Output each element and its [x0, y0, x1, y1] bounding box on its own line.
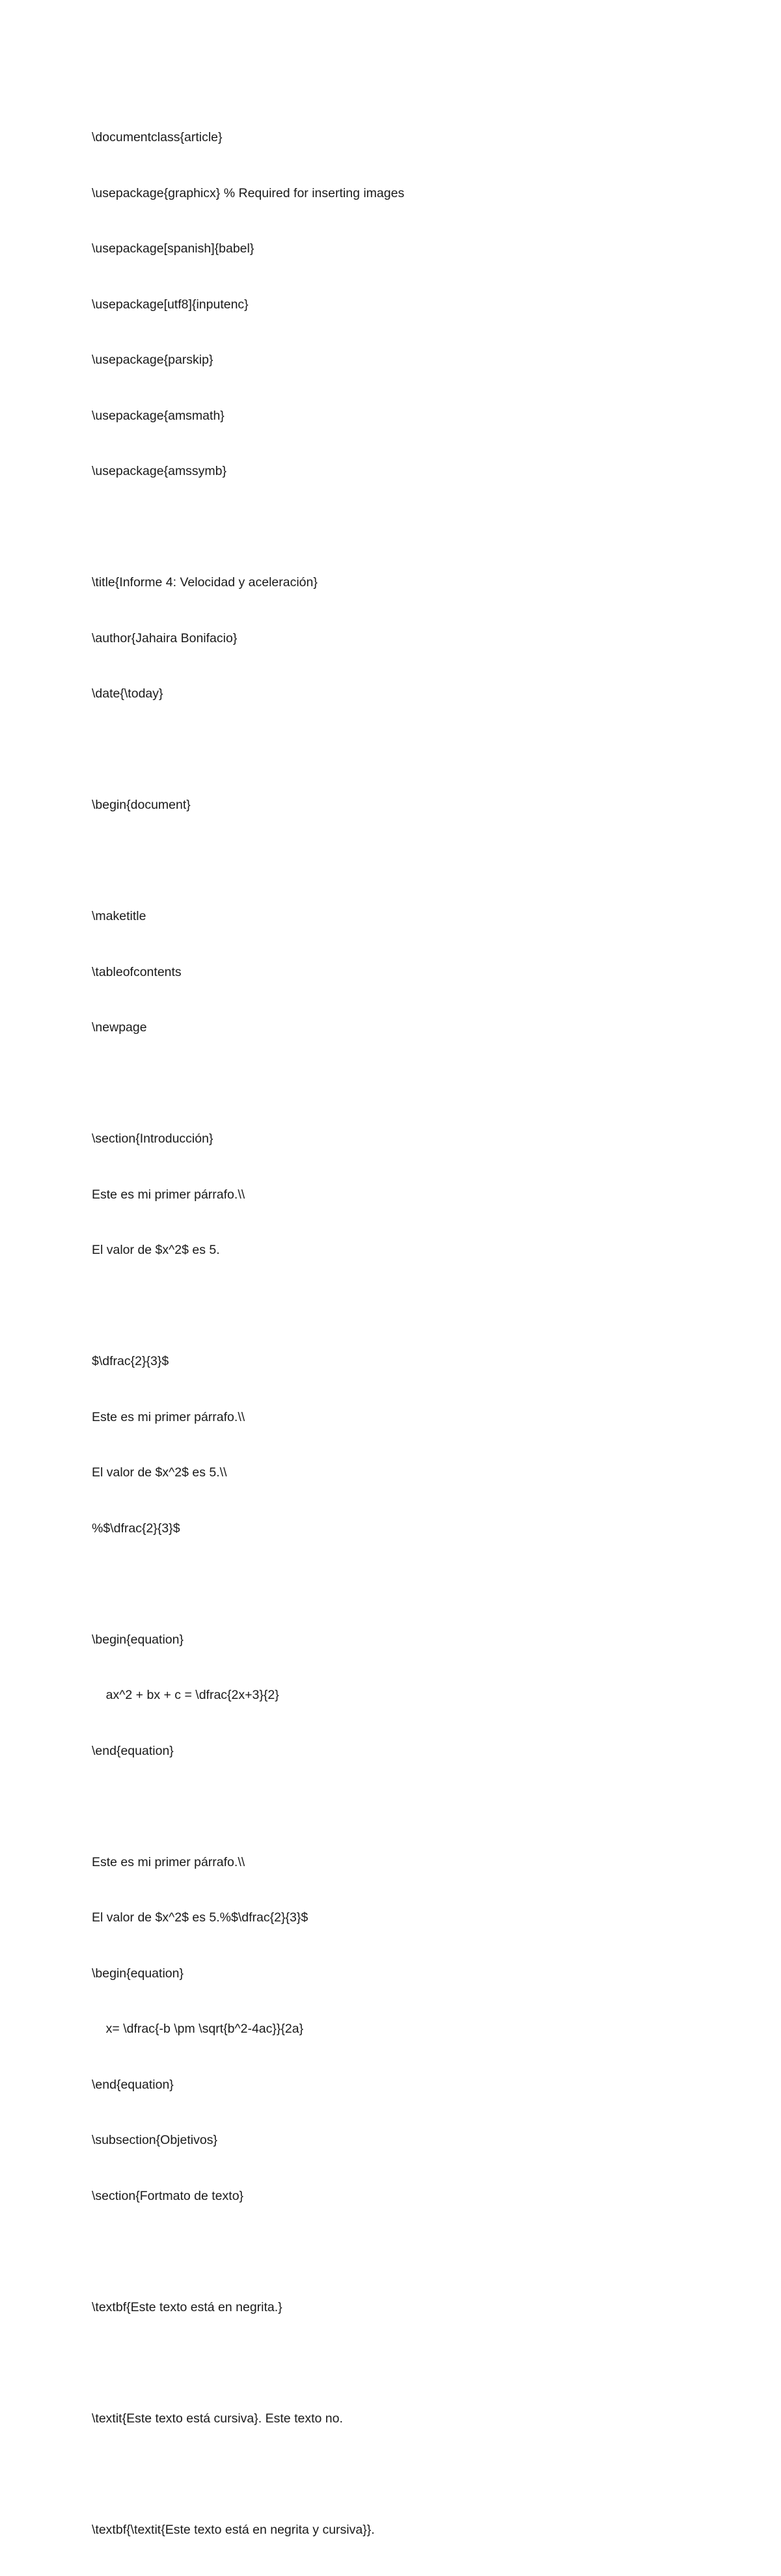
text-line: \begin{equation}	[92, 1966, 184, 1981]
text-line: Este es mi primer párrafo.\\	[92, 1854, 245, 1869]
blank-line	[92, 740, 730, 759]
blank-line	[92, 1575, 730, 1593]
text-line: %$\dfrac{2}{3}$	[92, 1521, 180, 1536]
text-line: \maketitle	[92, 909, 146, 923]
text-line: \tableofcontents	[92, 964, 182, 979]
blank-line	[92, 2353, 730, 2372]
text-line: \documentclass{article}	[92, 130, 223, 144]
blank-line	[92, 852, 730, 871]
text-line: \textbf{Este texto está en negrita.}	[92, 2299, 282, 2314]
text-line: El valor de $x^2$ es 5.%$\dfrac{2}{3}$	[92, 1910, 308, 1925]
text-line: \usepackage[utf8]{inputenc}	[92, 297, 249, 312]
text-line: \textit{Este texto está cursiva}. Este texto no.	[92, 2411, 343, 2426]
blank-line	[92, 1797, 730, 1816]
blank-line	[92, 2465, 730, 2484]
text-line: \begin{equation}	[92, 1632, 184, 1647]
text-line: \usepackage{amsmath}	[92, 408, 225, 423]
text-line: $\dfrac{2}{3}$	[92, 1354, 169, 1368]
text-line: \section{Introducción}	[92, 1132, 213, 1146]
latex-source-text	[92, 91, 730, 2576]
text-line: El valor de $x^2$ es 5.\\	[92, 1465, 227, 1480]
text-line: \begin{document}	[92, 798, 191, 812]
blank-line	[92, 1297, 730, 1316]
text-line: \title{Informe 4: Velocidad y aceleración}	[92, 575, 318, 590]
text-line: \date{\today}	[92, 686, 163, 701]
blank-line	[92, 518, 730, 537]
text-line: \usepackage{graphicx} % Required for inserting images	[92, 185, 405, 200]
text-line: x= \dfrac{-b \pm \sqrt{b^2-4ac}}{2a}	[92, 2022, 304, 2036]
text-line: \textbf{\textit{Este texto está en negrita y cursiva}}.	[92, 2522, 375, 2537]
text-line: \author{Jahaira Bonifacio}	[92, 630, 238, 645]
text-line: Este es mi primer párrafo.\\	[92, 1187, 245, 1202]
text-line: \usepackage{parskip}	[92, 353, 213, 367]
text-line: \usepackage{amssymb}	[92, 464, 227, 478]
text-line: \newpage	[92, 1020, 147, 1035]
text-line: \subsection{Objetivos}	[92, 2133, 217, 2147]
blank-line	[92, 1074, 730, 1093]
text-line: \end{equation}	[92, 1743, 174, 1758]
text-line: Este es mi primer párrafo.\\	[92, 1409, 245, 1424]
blank-line	[92, 2242, 730, 2261]
text-line: El valor de $x^2$ es 5.	[92, 1243, 220, 1257]
text-line: ax^2 + bx + c = \dfrac{2x+3}{2}	[92, 1688, 279, 1702]
text-line: \end{equation}	[92, 2077, 174, 2092]
text-line: \section{Fortmato de texto}	[92, 2188, 244, 2203]
text-line: \usepackage[spanish]{babel}	[92, 241, 254, 256]
